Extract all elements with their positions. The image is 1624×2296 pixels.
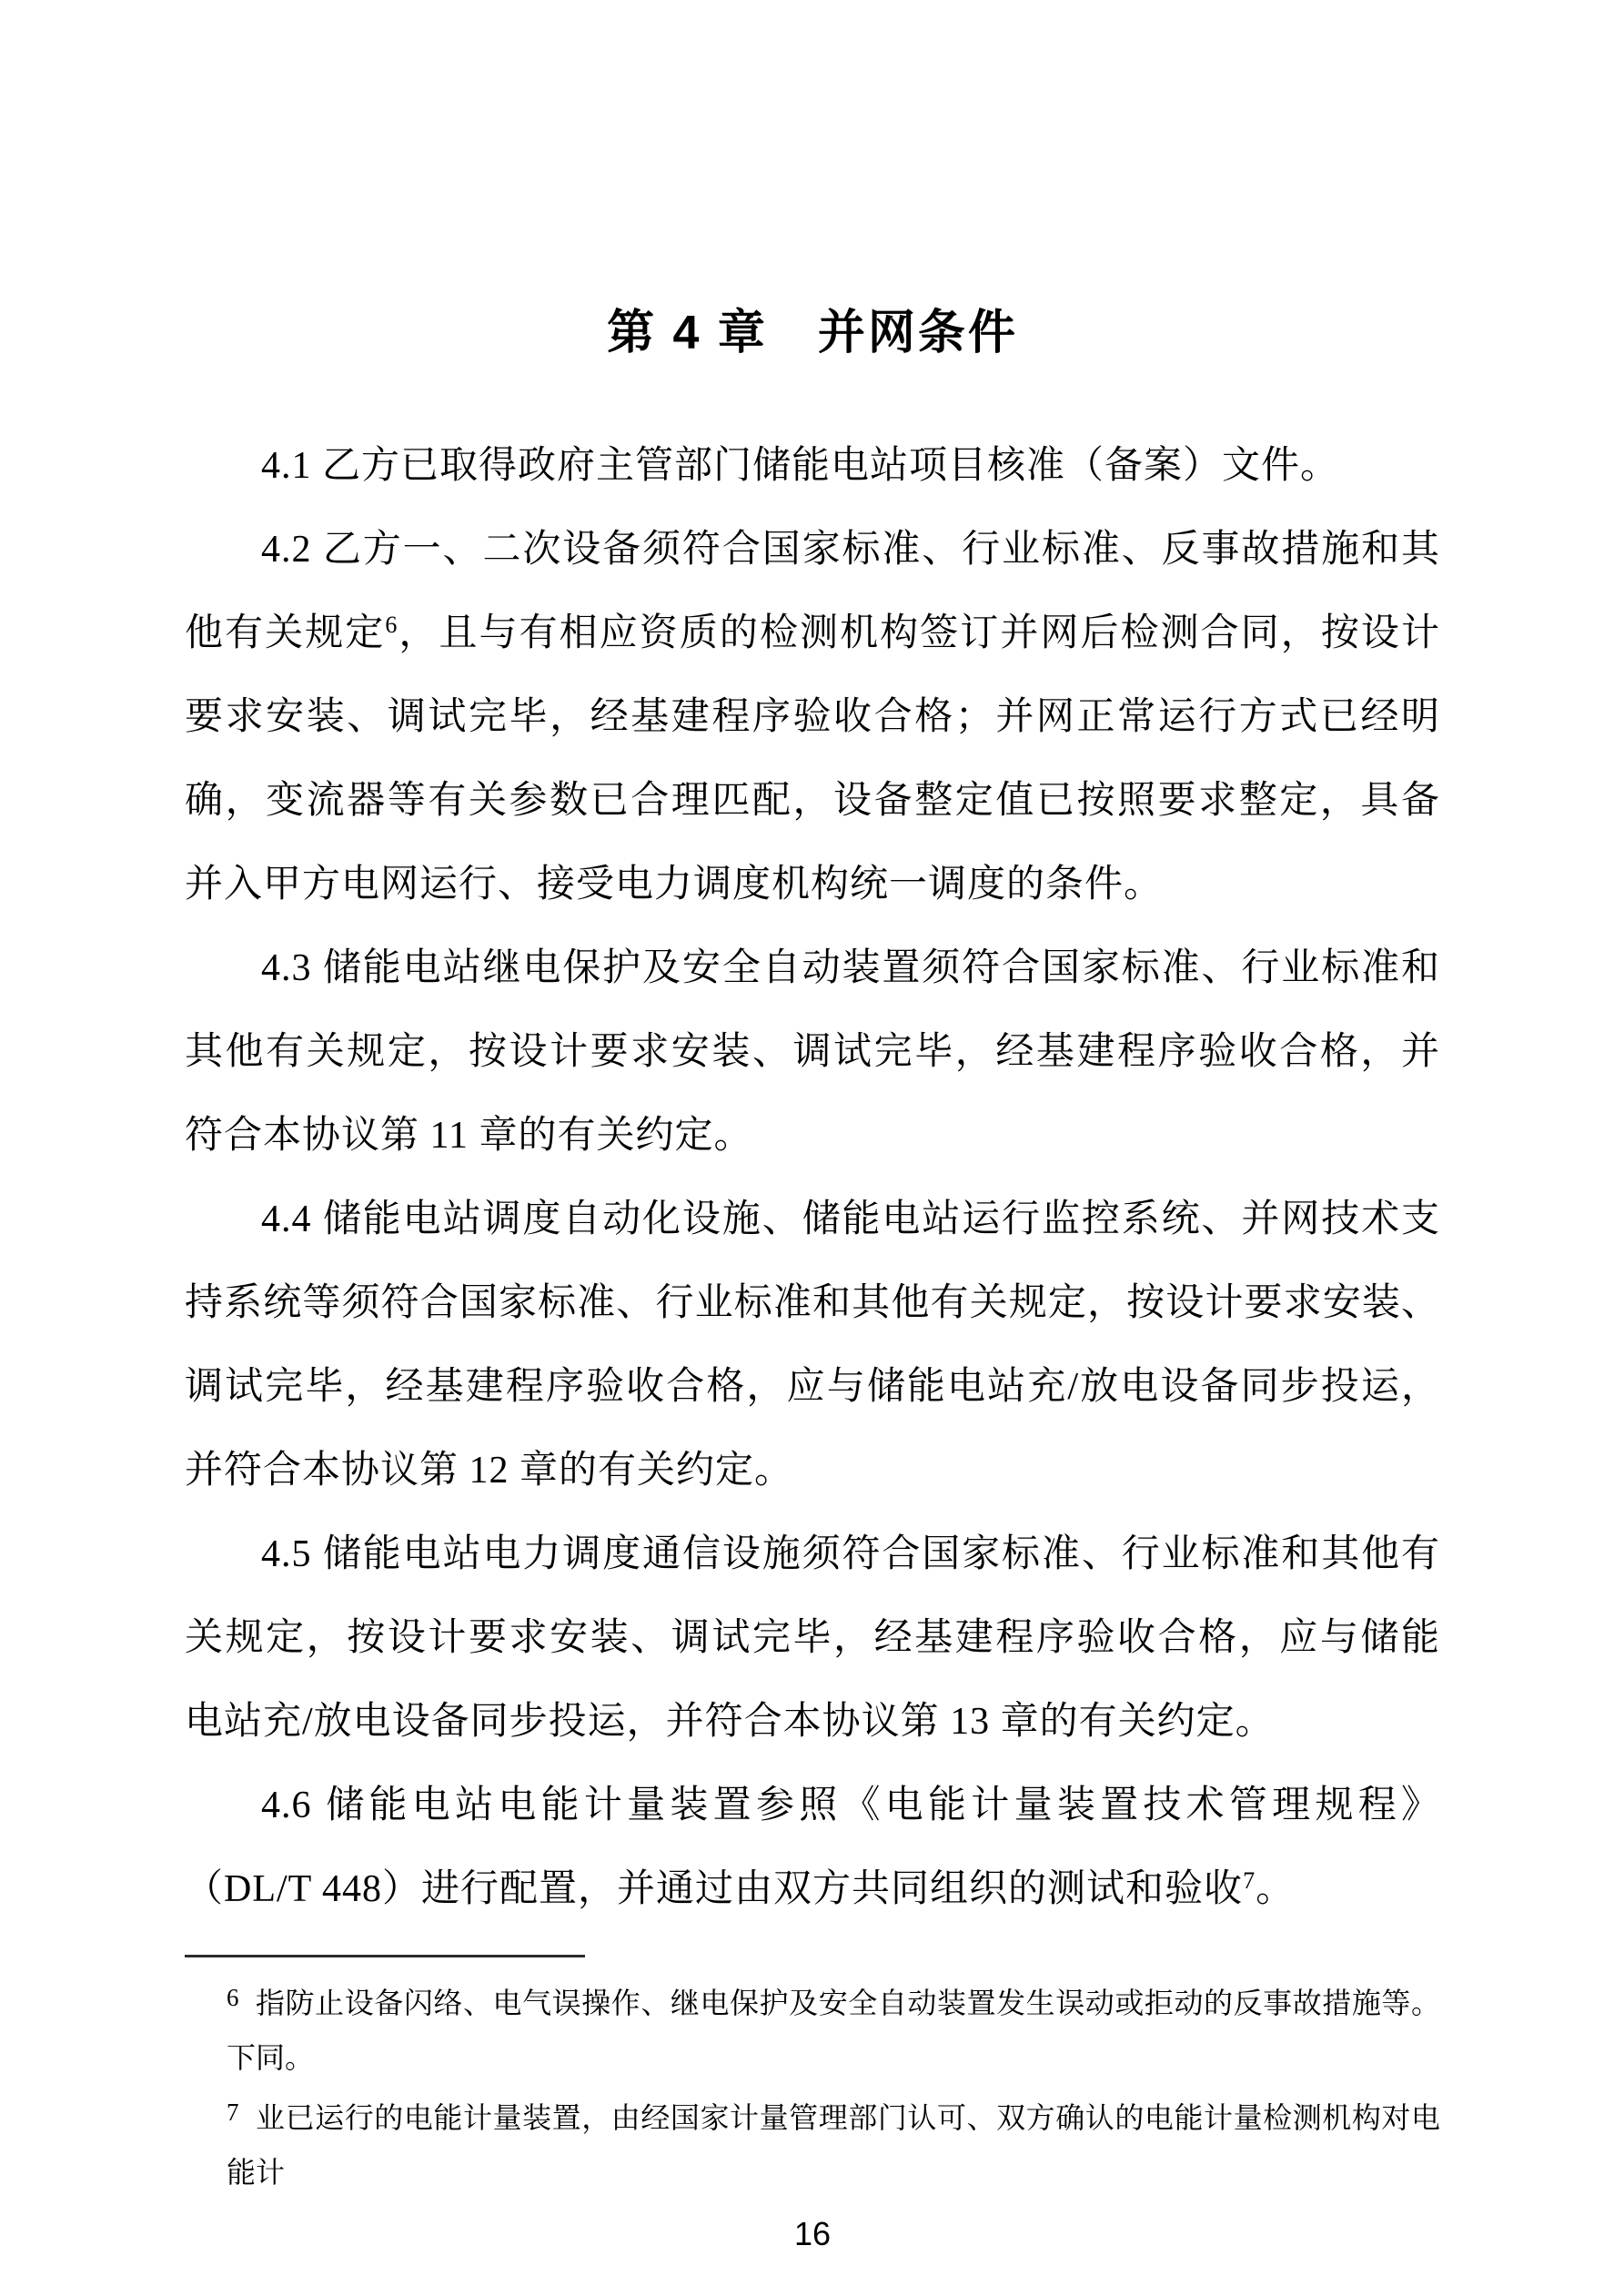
body-line: 4.4 储能电站调度自动化设施、储能电站运行监控系统、并网技术支 <box>261 1199 1440 1240</box>
body-line: 4.2 乙方一、二次设备须符合国家标准、行业标准、反事故措施和其 <box>261 529 1440 571</box>
body-line: 4.6 储能电站电能计量装置参照《电能计量装置技术管理规程》 <box>261 1785 1440 1826</box>
body-line: 调试完毕，经基建程序验收合格，应与储能电站充/放电设备同步投运， <box>185 1366 1440 1408</box>
body-line: 要求安装、调试完毕，经基建程序验收合格；并网正常运行方式已经明 <box>185 696 1440 738</box>
body-text: ，且与有相应资质的检测机构签订并网后检测合同，按设计 <box>398 612 1440 654</box>
footnote-ref-7: 7 <box>1243 1867 1256 1894</box>
footnote-marker-6: 6 <box>227 1984 239 2011</box>
page-number: 16 <box>793 2215 832 2252</box>
body-line: 电站充/放电设备同步投运，并符合本协议第 13 章的有关约定。 <box>185 1701 1275 1743</box>
footnote-marker-7: 7 <box>227 2099 239 2126</box>
paragraph-4-1 <box>185 424 1440 508</box>
body-line: 4.1 乙方已取得政府主管部门储能电站项目核准（备案）文件。 <box>261 445 1340 487</box>
footnote-separator <box>185 1955 585 1957</box>
body-text: 。 <box>1256 1868 1296 1910</box>
body-text: 他有关规定 <box>185 612 386 654</box>
body-line: 符合本协议第 11 章的有关约定。 <box>185 1115 753 1157</box>
body-line: 并符合本协议第 12 章的有关约定。 <box>185 1450 794 1492</box>
body-line: 关规定，按设计要求安装、调试完毕，经基建程序验收合格，应与储能 <box>185 1617 1440 1659</box>
page-content <box>185 300 1440 2256</box>
paragraph-4-6 <box>185 1764 1440 1931</box>
footnote-text: 业已运行的电能计量装置，由经国家计量管理部门认可、双方确认的电能计量检测机构对电能计 <box>227 2101 1440 2189</box>
body-line <box>185 592 1440 675</box>
footnote-text: 指防止设备闪络、电气误操作、继电保护及安全自动装置发生误动或拒动的反事故措施等。下同。 <box>227 1987 1440 2074</box>
body-line: 4.5 储能电站电力调度通信设施须符合国家标准、行业标准和其他有 <box>261 1533 1440 1575</box>
body-line <box>185 1847 1440 1931</box>
footnote-6 <box>185 1970 1440 2085</box>
body-line: 持系统等须符合国家标准、行业标准和其他有关规定，按设计要求安装、 <box>185 1282 1440 1324</box>
body-line: 其他有关规定，按设计要求安装、调试完毕，经基建程序验收合格，并 <box>185 1031 1440 1073</box>
footnote-ref-6: 6 <box>385 612 398 638</box>
body-line: 确，变流器等有关参数已合理匹配，设备整定值已按照要求整定，具备 <box>185 780 1440 822</box>
body-line: 并入甲方电网运行、接受电力调度机构统一调度的条件。 <box>185 864 1164 905</box>
body-text: （DL/T 448）进行配置，并通过由双方共同组织的测试和验收 <box>185 1868 1244 1910</box>
body-line: 4.3 储能电站继电保护及安全自动装置须符合国家标准、行业标准和 <box>261 947 1440 989</box>
paragraph-4-5 <box>185 1512 1440 1764</box>
paragraph-4-2 <box>185 508 1440 926</box>
paragraph-4-4 <box>185 1178 1440 1512</box>
paragraph-4-3 <box>185 926 1440 1178</box>
footnote-7 <box>185 2085 1440 2200</box>
chapter-title: 第 4 章 并网条件 <box>607 307 1018 359</box>
